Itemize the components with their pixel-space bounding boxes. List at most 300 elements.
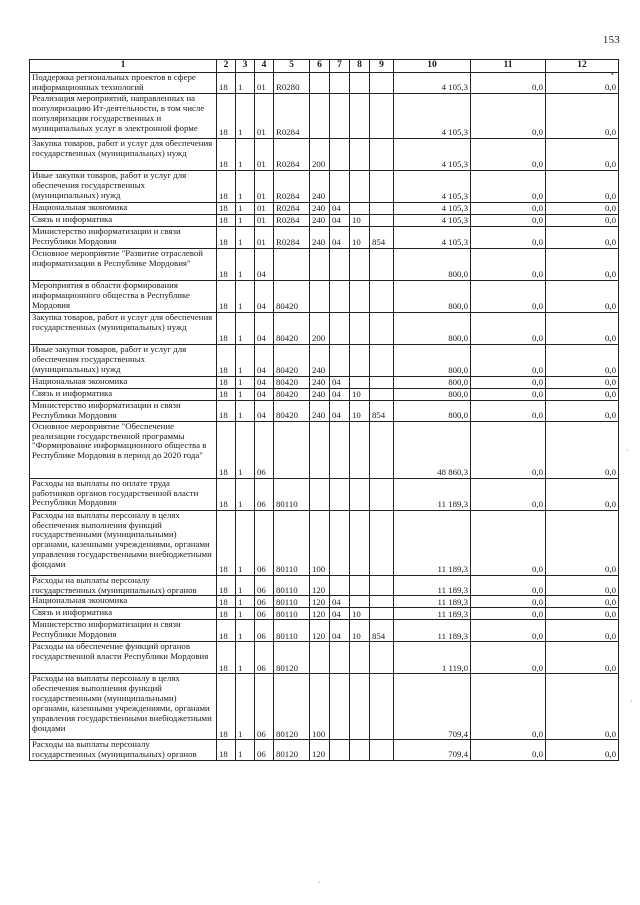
- code-cell: 06: [255, 674, 274, 740]
- amount-cell: 0,0: [471, 400, 546, 421]
- amount-cell: 0,0: [546, 596, 619, 608]
- amount-cell: 0,0: [546, 608, 619, 620]
- amount-cell: 0,0: [471, 376, 546, 388]
- amount-cell: 800,0: [394, 400, 471, 421]
- code-cell: 06: [255, 478, 274, 510]
- code-cell: 80420: [274, 376, 310, 388]
- code-cell: 18: [217, 400, 236, 421]
- table-row: [30, 93, 619, 138]
- amount-cell: 0,0: [471, 138, 546, 170]
- code-cell: [370, 478, 394, 510]
- code-cell: [330, 93, 350, 138]
- row-name-cell: Министерство информатизации и связи Республики Мордовия: [30, 400, 217, 421]
- code-cell: 10: [350, 388, 370, 400]
- amount-cell: 0,0: [471, 575, 546, 596]
- amount-cell: 0,0: [546, 674, 619, 740]
- code-cell: 80110: [274, 608, 310, 620]
- row-name-cell: Основное мероприятие "Развитие отраслевой информатизации в Республике Мордовия": [30, 248, 217, 280]
- column-header: 1: [30, 60, 217, 73]
- code-cell: 1: [236, 510, 255, 575]
- code-cell: 18: [217, 608, 236, 620]
- amount-cell: 0,0: [546, 344, 619, 376]
- code-cell: 1: [236, 138, 255, 170]
- code-cell: 18: [217, 312, 236, 344]
- code-cell: [330, 138, 350, 170]
- code-cell: 240: [310, 170, 330, 202]
- table-row: [30, 214, 619, 226]
- amount-cell: 0,0: [546, 421, 619, 478]
- code-cell: [370, 510, 394, 575]
- code-cell: [370, 202, 394, 214]
- row-name-cell: Поддержка региональных проектов в сфере информационных технологий: [30, 73, 217, 94]
- code-cell: [370, 608, 394, 620]
- code-cell: 80110: [274, 510, 310, 575]
- amount-cell: 0,0: [546, 620, 619, 642]
- code-cell: 04: [330, 400, 350, 421]
- code-cell: [330, 280, 350, 312]
- amount-cell: 0,0: [546, 478, 619, 510]
- amount-cell: 0,0: [471, 202, 546, 214]
- row-name-cell: Расходы на выплаты персоналу в целях обеспечения выполнения функций государственными (муниципальными) органами, казенными учреждениями, органами управления государственными внебюджетными фондами: [30, 674, 217, 740]
- table-row: [30, 620, 619, 642]
- table-row: [30, 138, 619, 170]
- amount-cell: 800,0: [394, 376, 471, 388]
- code-cell: 06: [255, 510, 274, 575]
- code-cell: 18: [217, 642, 236, 674]
- table-row: [30, 740, 619, 761]
- code-cell: 18: [217, 478, 236, 510]
- code-cell: [350, 674, 370, 740]
- code-cell: [350, 596, 370, 608]
- code-cell: 80420: [274, 312, 310, 344]
- table-row: [30, 642, 619, 674]
- row-name-cell: Связь и информатика: [30, 214, 217, 226]
- amount-cell: 800,0: [394, 388, 471, 400]
- code-cell: 854: [370, 400, 394, 421]
- row-name-cell: Расходы на выплаты персоналу государственных (муниципальных) органов: [30, 575, 217, 596]
- code-cell: 240: [310, 226, 330, 248]
- code-cell: [370, 376, 394, 388]
- row-name-cell: Основное мероприятие "Обеспечение реализации государственной программы "Формирование информационного общества в Республике Мордовия в период до 2020 года": [30, 421, 217, 478]
- code-cell: 18: [217, 376, 236, 388]
- row-name-cell: Расходы на выплаты персоналу в целях обеспечения выполнения функций государственными (муниципальными) органами, казенными учреждениями, органами управления государственными внебюджетными фондами: [30, 510, 217, 575]
- table-row: [30, 674, 619, 740]
- amount-cell: 0,0: [471, 421, 546, 478]
- code-cell: 80420: [274, 388, 310, 400]
- row-name-cell: Министерство информатизации и связи Республики Мордовия: [30, 226, 217, 248]
- code-cell: 200: [310, 138, 330, 170]
- code-cell: [350, 510, 370, 575]
- code-cell: 200: [310, 312, 330, 344]
- code-cell: 80120: [274, 642, 310, 674]
- row-name-cell: Связь и информатика: [30, 608, 217, 620]
- code-cell: [370, 596, 394, 608]
- code-cell: 80420: [274, 280, 310, 312]
- code-cell: 18: [217, 73, 236, 94]
- code-cell: 18: [217, 138, 236, 170]
- row-name-cell: Иные закупки товаров, работ и услуг для обеспечения государственных (муниципальных) нужд: [30, 344, 217, 376]
- code-cell: 100: [310, 674, 330, 740]
- code-cell: R0284: [274, 226, 310, 248]
- code-cell: [330, 478, 350, 510]
- column-header-row: [30, 60, 619, 73]
- budget-table: [29, 59, 619, 761]
- column-header: 7: [330, 60, 350, 73]
- code-cell: [310, 248, 330, 280]
- amount-cell: 0,0: [546, 376, 619, 388]
- code-cell: 1: [236, 73, 255, 94]
- code-cell: 1: [236, 596, 255, 608]
- amount-cell: 0,0: [471, 344, 546, 376]
- code-cell: [350, 575, 370, 596]
- row-name-cell: Национальная экономика: [30, 376, 217, 388]
- amount-cell: 0,0: [546, 73, 619, 94]
- code-cell: 01: [255, 138, 274, 170]
- code-cell: [370, 740, 394, 761]
- table-row: [30, 388, 619, 400]
- row-name-cell: Национальная экономика: [30, 596, 217, 608]
- code-cell: [350, 170, 370, 202]
- table-row: [30, 248, 619, 280]
- code-cell: [350, 478, 370, 510]
- code-cell: 240: [310, 388, 330, 400]
- amount-cell: 0,0: [546, 312, 619, 344]
- amount-cell: 0,0: [546, 248, 619, 280]
- amount-cell: 0,0: [471, 170, 546, 202]
- amount-cell: 4 105,3: [394, 202, 471, 214]
- code-cell: 18: [217, 596, 236, 608]
- code-cell: 18: [217, 421, 236, 478]
- table-row: [30, 226, 619, 248]
- amount-cell: 709,4: [394, 674, 471, 740]
- code-cell: 04: [330, 388, 350, 400]
- amount-cell: 0,0: [546, 202, 619, 214]
- code-cell: 04: [255, 344, 274, 376]
- code-cell: [370, 73, 394, 94]
- code-cell: 1: [236, 226, 255, 248]
- column-header: 3: [236, 60, 255, 73]
- code-cell: 04: [330, 214, 350, 226]
- table-row: [30, 202, 619, 214]
- code-cell: 18: [217, 620, 236, 642]
- amount-cell: 11 189,3: [394, 478, 471, 510]
- code-cell: 80120: [274, 740, 310, 761]
- column-header: 9: [370, 60, 394, 73]
- code-cell: 80110: [274, 596, 310, 608]
- code-cell: [350, 73, 370, 94]
- code-cell: [274, 421, 310, 478]
- row-name-cell: Министерство информатизации и связи Республики Мордовия: [30, 620, 217, 642]
- code-cell: 240: [310, 202, 330, 214]
- table-row: [30, 376, 619, 388]
- amount-cell: 11 189,3: [394, 620, 471, 642]
- column-header: 12: [546, 60, 619, 73]
- code-cell: [370, 674, 394, 740]
- code-cell: 01: [255, 170, 274, 202]
- code-cell: 1: [236, 344, 255, 376]
- scan-speck: •: [611, 70, 614, 79]
- code-cell: 1: [236, 376, 255, 388]
- amount-cell: 4 105,3: [394, 138, 471, 170]
- amount-cell: 4 105,3: [394, 226, 471, 248]
- amount-cell: 800,0: [394, 280, 471, 312]
- code-cell: 04: [330, 620, 350, 642]
- code-cell: 18: [217, 575, 236, 596]
- code-cell: 80120: [274, 674, 310, 740]
- code-cell: [310, 642, 330, 674]
- code-cell: [370, 93, 394, 138]
- page-number: 153: [602, 34, 620, 46]
- code-cell: 120: [310, 620, 330, 642]
- column-header: 2: [217, 60, 236, 73]
- code-cell: 06: [255, 620, 274, 642]
- code-cell: [330, 248, 350, 280]
- code-cell: 10: [350, 400, 370, 421]
- code-cell: [310, 73, 330, 94]
- code-cell: 18: [217, 674, 236, 740]
- code-cell: R0284: [274, 214, 310, 226]
- amount-cell: 0,0: [546, 400, 619, 421]
- column-header: 6: [310, 60, 330, 73]
- code-cell: 06: [255, 642, 274, 674]
- amount-cell: 0,0: [546, 226, 619, 248]
- code-cell: 06: [255, 421, 274, 478]
- code-cell: 04: [330, 226, 350, 248]
- code-cell: [350, 312, 370, 344]
- code-cell: 01: [255, 93, 274, 138]
- table-row: [30, 400, 619, 421]
- code-cell: [330, 642, 350, 674]
- code-cell: 06: [255, 608, 274, 620]
- code-cell: [310, 421, 330, 478]
- row-name-cell: Закупка товаров, работ и услуг для обеспечения государственных (муниципальных) нужд: [30, 312, 217, 344]
- code-cell: 80420: [274, 400, 310, 421]
- code-cell: 1: [236, 400, 255, 421]
- code-cell: [370, 344, 394, 376]
- amount-cell: 0,0: [471, 312, 546, 344]
- code-cell: 1: [236, 312, 255, 344]
- code-cell: [330, 344, 350, 376]
- row-name-cell: Расходы на обеспечение функций органов государственной власти Республики Мордовия: [30, 642, 217, 674]
- amount-cell: 0,0: [546, 575, 619, 596]
- amount-cell: 4 105,3: [394, 73, 471, 94]
- code-cell: [370, 280, 394, 312]
- code-cell: 1: [236, 608, 255, 620]
- amount-cell: 0,0: [471, 620, 546, 642]
- code-cell: 1: [236, 202, 255, 214]
- code-cell: [370, 248, 394, 280]
- amount-cell: 11 189,3: [394, 596, 471, 608]
- code-cell: 06: [255, 740, 274, 761]
- amount-cell: 1 119,0: [394, 642, 471, 674]
- code-cell: 04: [255, 400, 274, 421]
- code-cell: 80110: [274, 575, 310, 596]
- row-name-cell: Расходы на выплаты по оплате труда работников органов государственной власти Республики Мордовия: [30, 478, 217, 510]
- code-cell: [330, 575, 350, 596]
- code-cell: [350, 344, 370, 376]
- code-cell: 1: [236, 575, 255, 596]
- code-cell: [350, 642, 370, 674]
- code-cell: 18: [217, 280, 236, 312]
- code-cell: R0284: [274, 170, 310, 202]
- row-name-cell: Расходы на выплаты персоналу государственных (муниципальных) органов: [30, 740, 217, 761]
- amount-cell: 0,0: [546, 740, 619, 761]
- code-cell: 18: [217, 248, 236, 280]
- amount-cell: 800,0: [394, 312, 471, 344]
- code-cell: 120: [310, 596, 330, 608]
- table-row: [30, 421, 619, 478]
- amount-cell: 4 105,3: [394, 214, 471, 226]
- amount-cell: 0,0: [471, 73, 546, 94]
- code-cell: R0284: [274, 138, 310, 170]
- code-cell: [310, 280, 330, 312]
- code-cell: [350, 138, 370, 170]
- code-cell: 18: [217, 170, 236, 202]
- amount-cell: 0,0: [471, 740, 546, 761]
- amount-cell: 709,4: [394, 740, 471, 761]
- column-header: 4: [255, 60, 274, 73]
- code-cell: 80110: [274, 478, 310, 510]
- row-name-cell: Иные закупки товаров, работ и услуг для обеспечения государственных (муниципальных) нужд: [30, 170, 217, 202]
- code-cell: [330, 170, 350, 202]
- table-row: [30, 478, 619, 510]
- code-cell: [350, 376, 370, 388]
- code-cell: [370, 642, 394, 674]
- code-cell: 1: [236, 388, 255, 400]
- code-cell: 18: [217, 740, 236, 761]
- code-cell: 80110: [274, 620, 310, 642]
- code-cell: 01: [255, 73, 274, 94]
- amount-cell: 0,0: [546, 642, 619, 674]
- code-cell: 18: [217, 202, 236, 214]
- code-cell: 04: [255, 376, 274, 388]
- amount-cell: 0,0: [546, 388, 619, 400]
- code-cell: 1: [236, 674, 255, 740]
- row-name-cell: Мероприятия в области формирования информационного общества в Республике Мордовия: [30, 280, 217, 312]
- table-row: [30, 312, 619, 344]
- code-cell: 1: [236, 214, 255, 226]
- amount-cell: 0,0: [471, 214, 546, 226]
- table-row: [30, 575, 619, 596]
- amount-cell: 0,0: [546, 138, 619, 170]
- code-cell: [330, 312, 350, 344]
- column-header: 8: [350, 60, 370, 73]
- code-cell: 80420: [274, 344, 310, 376]
- code-cell: [330, 510, 350, 575]
- code-cell: 854: [370, 226, 394, 248]
- table-row: [30, 73, 619, 94]
- amount-cell: 48 860,3: [394, 421, 471, 478]
- code-cell: 04: [255, 312, 274, 344]
- code-cell: 854: [370, 620, 394, 642]
- table-row: [30, 510, 619, 575]
- code-cell: [350, 202, 370, 214]
- amount-cell: 11 189,3: [394, 608, 471, 620]
- amount-cell: 0,0: [546, 214, 619, 226]
- table-row: [30, 170, 619, 202]
- code-cell: [310, 478, 330, 510]
- code-cell: [370, 421, 394, 478]
- code-cell: 04: [330, 596, 350, 608]
- code-cell: 1: [236, 478, 255, 510]
- table-body: [30, 73, 619, 761]
- code-cell: 18: [217, 226, 236, 248]
- code-cell: [330, 421, 350, 478]
- code-cell: 10: [350, 214, 370, 226]
- code-cell: 18: [217, 510, 236, 575]
- code-cell: 1: [236, 93, 255, 138]
- row-name-cell: Связь и информатика: [30, 388, 217, 400]
- scan-speck: ·: [630, 697, 633, 706]
- code-cell: [330, 674, 350, 740]
- code-cell: 04: [330, 202, 350, 214]
- code-cell: 18: [217, 344, 236, 376]
- code-cell: 240: [310, 344, 330, 376]
- code-cell: 1: [236, 642, 255, 674]
- code-cell: 04: [255, 388, 274, 400]
- code-cell: [274, 248, 310, 280]
- code-cell: 120: [310, 608, 330, 620]
- row-name-cell: Национальная экономика: [30, 202, 217, 214]
- code-cell: 04: [330, 376, 350, 388]
- code-cell: 1: [236, 248, 255, 280]
- code-cell: 1: [236, 280, 255, 312]
- code-cell: [350, 248, 370, 280]
- table-row: [30, 280, 619, 312]
- code-cell: 18: [217, 93, 236, 138]
- code-cell: 06: [255, 596, 274, 608]
- table-row: [30, 344, 619, 376]
- amount-cell: 11 189,3: [394, 575, 471, 596]
- code-cell: [370, 138, 394, 170]
- amount-cell: 0,0: [546, 280, 619, 312]
- code-cell: [370, 170, 394, 202]
- amount-cell: 11 189,3: [394, 510, 471, 575]
- amount-cell: 4 105,3: [394, 170, 471, 202]
- code-cell: 04: [330, 608, 350, 620]
- code-cell: 100: [310, 510, 330, 575]
- amount-cell: 0,0: [471, 93, 546, 138]
- amount-cell: 0,0: [471, 596, 546, 608]
- amount-cell: 0,0: [471, 388, 546, 400]
- code-cell: [330, 73, 350, 94]
- code-cell: [370, 575, 394, 596]
- code-cell: [310, 93, 330, 138]
- code-cell: 06: [255, 575, 274, 596]
- code-cell: 240: [310, 376, 330, 388]
- scan-speck: ·: [626, 446, 629, 455]
- code-cell: [370, 388, 394, 400]
- code-cell: 240: [310, 400, 330, 421]
- table-row: [30, 596, 619, 608]
- amount-cell: 0,0: [471, 642, 546, 674]
- column-header: 11: [471, 60, 546, 73]
- amount-cell: 0,0: [546, 93, 619, 138]
- code-cell: R0284: [274, 93, 310, 138]
- row-name-cell: Закупка товаров, работ и услуг для обеспечения государственных (муниципальных) нужд: [30, 138, 217, 170]
- amount-cell: 0,0: [546, 510, 619, 575]
- amount-cell: 0,0: [471, 674, 546, 740]
- table-row: [30, 608, 619, 620]
- code-cell: 1: [236, 740, 255, 761]
- code-cell: 1: [236, 620, 255, 642]
- code-cell: R0284: [274, 202, 310, 214]
- code-cell: [350, 421, 370, 478]
- code-cell: [350, 280, 370, 312]
- row-name-cell: Реализация мероприятий, направленных на популяризацию Ит-деятельности, в том числе популяризация государственных и муниципальных услуг в электронной форме: [30, 93, 217, 138]
- code-cell: [370, 312, 394, 344]
- code-cell: 01: [255, 226, 274, 248]
